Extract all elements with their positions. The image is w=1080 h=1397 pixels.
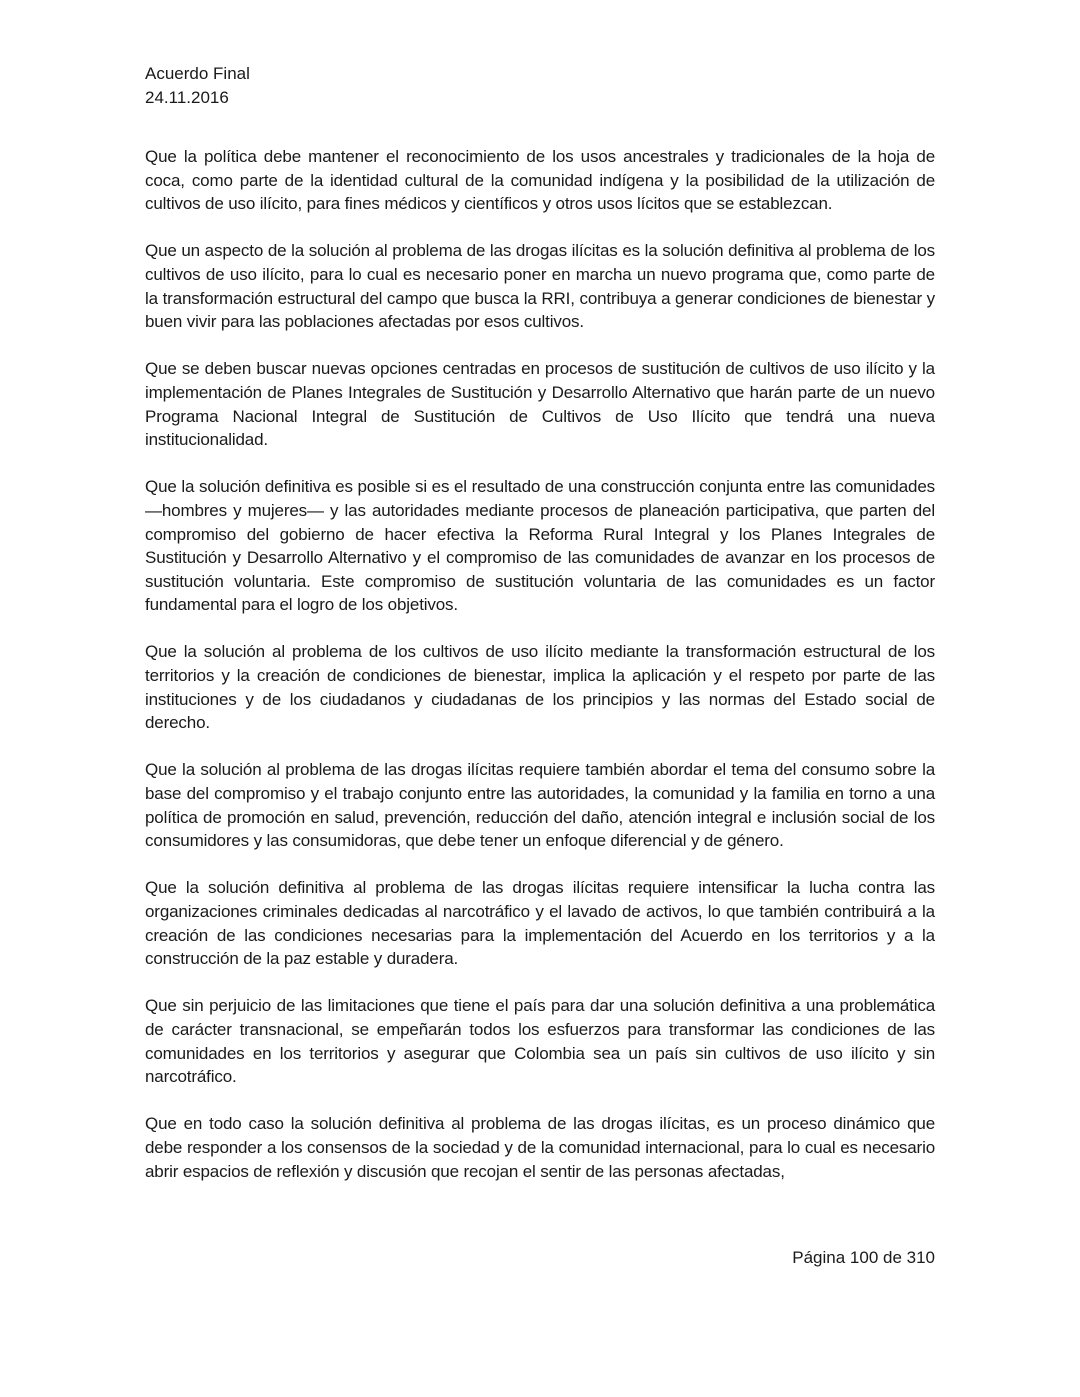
paragraph: Que sin perjuicio de las limitaciones que tiene el país para dar una solución definitiva a una problemática de carácter transnacional, se empeñarán todos los esfuerzos para transformar las condiciones de las comunidades en los territorios y asegurar que Colombia sea un país sin cultivos de uso ilícito y sin narcotráfico.	[145, 996, 935, 1087]
paragraph: Que un aspecto de la solución al problema de las drogas ilícitas es la solución definitiva al problema de los cultivos de uso ilícito, para lo cual es necesario poner en marcha un nuevo programa que, como parte de la transformación estructural del campo que busca la RRI, contribuya a generar condiciones de bienestar y buen vivir para las poblaciones afectadas por esos cultivos.	[145, 241, 935, 332]
paragraph: Que la solución definitiva es posible si es el resultado de una construcción conjunta entre las comunidades —hombres y mujeres— y las autoridades mediante procesos de planeación participativa, que parten del compromiso del gobierno de hacer efectiva la Reforma Rural Integral y los Planes Integrales de Sustitución y Desarrollo Alternativo y el compromiso de las comunidades de avanzar en los procesos de sustitución voluntaria. Este compromiso de sustitución voluntaria de las comunidades es un factor fundamental para el logro de los objetivos.	[145, 477, 935, 615]
document-date: 24.11.2016	[145, 88, 229, 107]
page-header	[145, 62, 250, 110]
paragraph: Que se deben buscar nuevas opciones centradas en procesos de sustitución de cultivos de uso ilícito y la implementación de Planes Integrales de Sustitución y Desarrollo Alternativo que harán parte de un nuevo Programa Nacional Integral de Sustitución de Cultivos de Uso Ilícito que tendrá una nueva institucionalidad.	[145, 359, 935, 450]
paragraph: Que la solución al problema de las drogas ilícitas requiere también abordar el tema del consumo sobre la base del compromiso y el trabajo conjunto entre las autoridades, la comunidad y la familia en torno a una política de promoción en salud, prevención, reducción del daño, atención integral e inclusión social de los consumidores y las consumidoras, que debe tener un enfoque diferencial y de género.	[145, 760, 935, 851]
document-title: Acuerdo Final	[145, 64, 250, 83]
paragraph: Que la solución al problema de los cultivos de uso ilícito mediante la transformación estructural de los territorios y la creación de condiciones de bienestar, implica la aplicación y el respeto por parte de las instituciones y de los ciudadanos y ciudadanas de los principios y las normas del Estado social de derecho.	[145, 642, 935, 733]
paragraph: Que en todo caso la solución definitiva al problema de las drogas ilícitas, es un proceso dinámico que debe responder a los consensos de la sociedad y de la comunidad internacional, para lo cual es necesario abrir espacios de reflexión y discusión que recojan el sentir de las personas afectadas,	[145, 1114, 935, 1181]
document-body	[145, 145, 935, 1207]
paragraph: Que la política debe mantener el reconocimiento de los usos ancestrales y tradicionales de la hoja de coca, como parte de la identidad cultural de la comunidad indígena y la posibilidad de la utilización de cultivos de uso ilícito, para fines médicos y científicos y otros usos lícitos que se establezcan.	[145, 147, 935, 214]
paragraph: Que la solución definitiva al problema de las drogas ilícitas requiere intensificar la lucha contra las organizaciones criminales dedicadas al narcotráfico y el lavado de activos, lo que también contribuirá a la creación de las condiciones necesarias para la implementación del Acuerdo en los territorios y a la construcción de la paz estable y duradera.	[145, 878, 935, 969]
page-number: Página 100 de 310	[792, 1248, 935, 1267]
